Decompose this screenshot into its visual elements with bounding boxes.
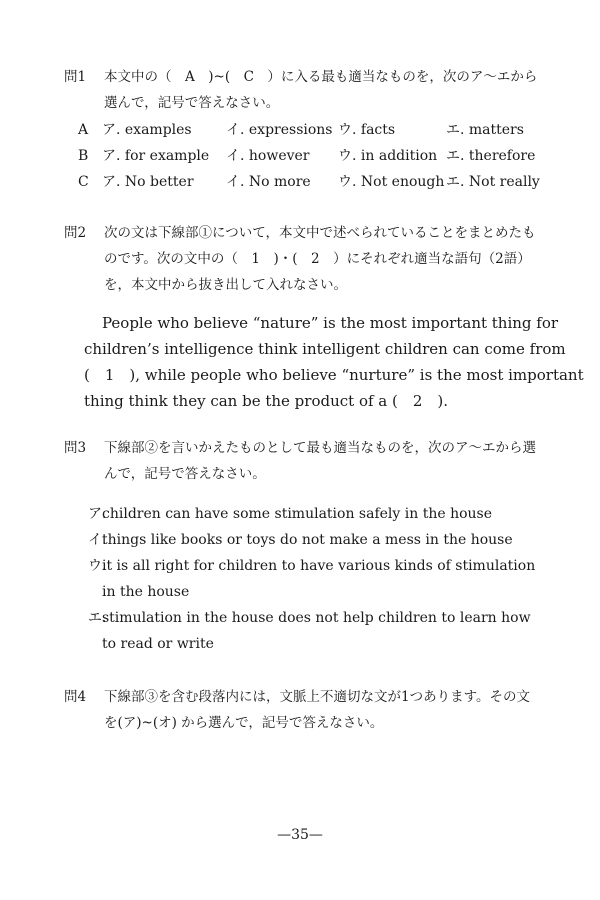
page-number: —35— [277,827,323,843]
question-3 [64,435,540,487]
choice-text: stimulation in the house does not help children to learn how to read or write [102,610,531,652]
question-text: 次の文は下線部①について，本文中で述べられていることをまとめたものです。次の文中の（ 1 )・( 2 ）にそれぞれ適当な語句（2語）を，本文中から抜き出して入れなさい。 [104,225,536,293]
option: ア. No better [102,174,194,190]
question-text: 下線部③を含む段落内には，文脈上不適切な文が1つあります。その文を(ア)~(オ) から選んで，記号で答えなさい。 [104,689,531,731]
choice-text: things like books or toys do not make a mess in the house [102,532,513,548]
option-row-b [78,143,548,169]
option: ウ. in addition [338,148,438,164]
choice-mark: イ. [88,532,107,548]
option: イ. expressions [226,122,333,138]
option: エ. therefore [446,148,536,164]
passage-line: children’s intelligence think intelligent children can come from [84,340,566,358]
option: エ. Not really [446,174,540,190]
option: ウ. Not enough [338,174,445,190]
question-text: 下線部②を言いかえたものとして最も適当なものを，次のア～エから選んで，記号で答えなさい。 [104,440,536,482]
row-label: C [78,174,89,190]
row-label: B [78,148,89,164]
choice-mark: ウ. [88,558,107,574]
row-label: A [78,122,89,138]
choice-i [88,527,548,553]
passage-line: People who believe “nature” is the most important thing for [102,314,559,332]
passage-line: thing think they can be the product of a ( 2 ). [84,392,449,410]
question-number: 問1 [64,69,87,85]
option: ア. examples [102,122,192,138]
question-number: 問3 [64,440,87,456]
question-text: 本文中の（ A )~( C ）に入る最も適当なものを，次のア～エから選んで，記号で答えなさい。 [104,69,538,111]
choice-text: children can have some stimulation safely in the house [102,506,492,522]
choice-e [88,605,548,657]
option-row-c [78,169,548,195]
option-row-a [78,117,548,143]
choice-a [88,501,548,527]
question-4 [64,684,540,736]
choice-u [88,553,548,605]
option: エ. matters [446,122,524,138]
options-table [78,117,548,195]
question-number: 問2 [64,225,87,241]
question-2 [64,220,540,298]
choice-mark: エ. [88,610,107,626]
option: ア. for example [102,148,210,164]
option: イ. however [226,148,310,164]
summary-passage [84,310,584,414]
choice-text: it is all right for children to have various kinds of stimulation in the house [102,558,536,600]
choice-mark: ア. [88,506,107,522]
passage-line: ( 1 ), while people who believe “nurture” is the most important [84,366,584,384]
answer-choices [88,501,548,657]
option: イ. No more [226,174,311,190]
question-number: 問4 [64,689,87,705]
option: ウ. facts [338,122,396,138]
question-1 [64,64,540,116]
